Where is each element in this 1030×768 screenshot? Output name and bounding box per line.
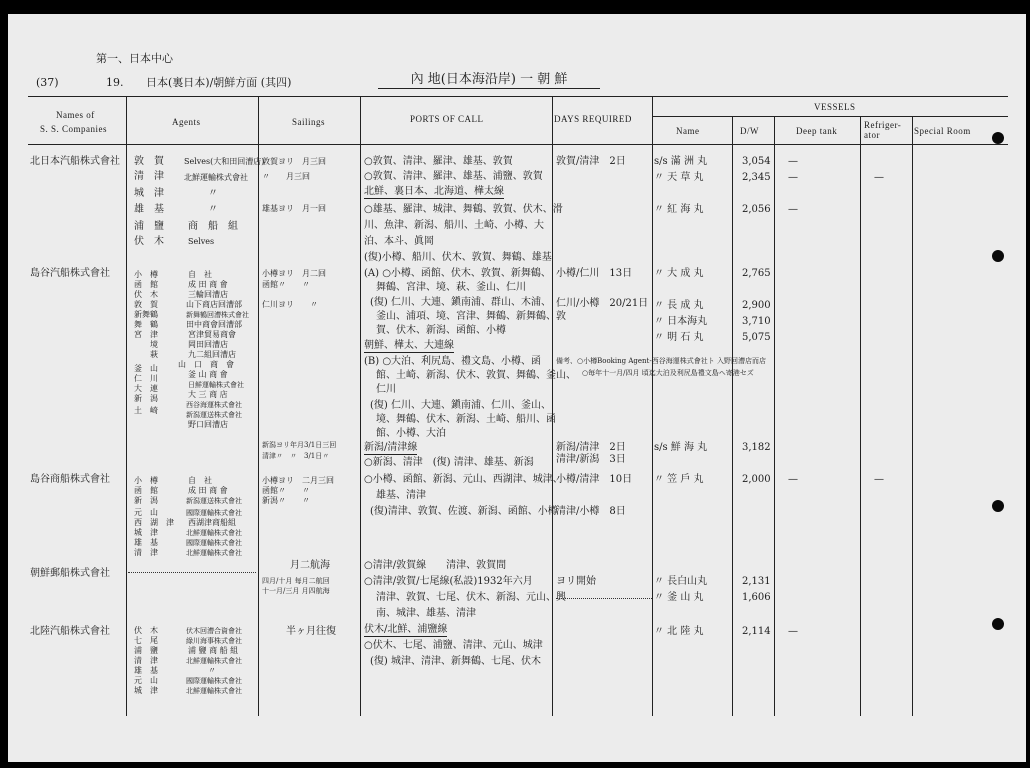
port-line: ○新潟、清津 (復) 清津、雄基、新潟 — [364, 457, 534, 468]
agent-name: 宮津貿易商會 — [188, 330, 236, 339]
agent-name: 成 田 商 會 — [188, 280, 228, 289]
port-line: 清津、敦賀、七尾、伏木、新潟、元山、興 — [376, 592, 566, 603]
route-title: 北鮮、裏日本、北海道、樺太線 — [364, 186, 504, 197]
vessel-name: 〃 紅 海 丸 — [654, 204, 704, 215]
agent-name: 國際運輸株式會社 — [186, 677, 242, 685]
vessel-tank: — — [788, 474, 798, 485]
company-name: 北陸汽船株式會社 — [30, 626, 110, 637]
vessel-name: 〃 日本海丸 — [654, 316, 708, 327]
vessel-tank: — — [788, 626, 798, 637]
col-divider — [258, 96, 259, 716]
vessel-name: s/s 滿 洲 丸 — [654, 156, 708, 167]
port-line: (復)小樽、船川、伏木、敦賀、舞鶴、雄基 — [364, 252, 552, 263]
vessel-dw: 2,900 — [742, 300, 771, 311]
col-days: DAYS REQUIRED — [554, 114, 632, 124]
vessel-tank: — — [788, 156, 798, 167]
vessel-dw: 2,000 — [742, 474, 771, 485]
col-deep-tank: Deep tank — [796, 126, 838, 136]
note: ○毎年十一月/四月 頃迄大泊及利尻島禮文島ヘ寄港セズ — [582, 369, 754, 377]
col-name: Name — [676, 126, 700, 136]
agent-name: 國際運輸株式會社 — [186, 539, 242, 547]
punch-hole — [992, 132, 1004, 144]
vessel-refrigerator: — — [874, 172, 884, 183]
days-required: 小樽/清津 10日 — [556, 474, 633, 485]
port-line: ○清津/敦賀/七尾線(私設)1932年六月 — [364, 576, 533, 587]
company-name: 北日本汽船株式會社 — [30, 156, 120, 167]
port-line: ○敦賀、清津、羅津、雄基、敦賀 — [364, 156, 513, 167]
agent-name: 北鮮運輸株式會社 — [186, 687, 242, 695]
port-line: (復) 仁川、大連、鎭南浦、仁川、釜山、 — [370, 400, 551, 411]
agent-port: 土 崎 — [134, 406, 158, 415]
sailing: 新潟ヨリ年月3/1日三回 — [262, 441, 337, 449]
agent-port: 新舞鶴 — [134, 310, 158, 319]
sailing: 雄基ヨリ 月一回 — [262, 204, 326, 213]
port-line: 館、小樽、大泊 — [376, 428, 446, 439]
agent-port: 浦 鹽 — [134, 221, 164, 232]
table-top-rule — [28, 96, 1008, 97]
vessel-name: 〃 長 成 丸 — [654, 300, 704, 311]
port-line: (B) ○大泊、利尻島、禮文島、小樽、函 — [364, 356, 542, 367]
sailing: 函館〃 〃 — [262, 280, 310, 289]
col-companies: S. S. Companies — [40, 124, 108, 134]
vessel-dw: 2,131 — [742, 576, 771, 587]
agent-name: 釜 山 商 會 — [188, 370, 228, 379]
agent-port: 西 湖 津 — [134, 518, 174, 527]
route-title: 新潟/清津線 — [364, 442, 418, 453]
agent-port: 釜 山 — [134, 364, 158, 373]
col-divider — [912, 116, 913, 716]
sailing: 函館〃 〃 — [262, 486, 310, 495]
col-special-room: Special Room — [914, 126, 971, 136]
agent-port: 雄 基 — [134, 666, 158, 675]
sailing: 四月/十月 每月二航回 — [262, 577, 330, 585]
agent-name: 成 田 商 會 — [188, 486, 228, 495]
agent-name: 西谷海運株式會社 — [186, 401, 242, 409]
col-names: Names of — [56, 110, 95, 120]
agent-name: 北鮮運輸株式會社 — [186, 529, 242, 537]
port-line: ○伏木、七尾、浦鹽、清津、元山、城津 — [364, 640, 543, 651]
region-title: 日本(裏日本)/朝鮮方面 (其四) — [146, 76, 292, 89]
agent-port: 函 館 — [134, 486, 158, 495]
port-line: (A) ○小樽、函館、伏木、敦賀、新舞鶴、 — [364, 268, 551, 279]
vessel-name: 〃 天 草 丸 — [654, 172, 704, 183]
vessel-dw: 2,056 — [742, 204, 771, 215]
port-line: 雄基、清津 — [376, 490, 426, 501]
port-line: 境、舞鶴、伏木、新潟、土崎、船川、函 — [376, 414, 556, 425]
agent-port: 清 津 — [134, 171, 164, 182]
days-required: 敦賀/清津 2日 — [556, 156, 626, 167]
agent-port: 城 津 — [134, 528, 158, 537]
port-line: 釜山、浦項、境、宮津、舞鶴、新舞鶴、敦 — [376, 311, 566, 322]
port-line: ○雄基、羅津、城津、舞鶴、敦賀、伏木、滑 — [364, 204, 563, 215]
port-line: ○小樽、函館、新潟、元山、西湖津、城津、 — [364, 474, 563, 485]
agent-port: 雄 基 — [134, 204, 164, 215]
agent-port: 小 樽 — [134, 270, 158, 279]
port-line: 南、城津、雄基、清津 — [376, 608, 476, 619]
days-required: ヨリ開始 — [556, 576, 596, 587]
agent-name: 北鮮運輸株式會社 — [186, 657, 242, 665]
agent-port: 大 連 — [134, 384, 158, 393]
port-line: (復) 仁川、大連、鎭南浦、群山、木浦、 — [370, 297, 551, 308]
section-title: 第一、日本中心 — [96, 52, 173, 65]
vessel-dw: 3,182 — [742, 442, 771, 453]
port-line: (復) 城津、清津、新舞鶴、七尾、伏木 — [370, 656, 541, 667]
agent-name: 北鮮運輸株式會社 — [184, 173, 248, 182]
vessel-tank: — — [788, 172, 798, 183]
port-line: 館、土崎、新潟、伏木、敦賀、舞鶴、釜山、 — [376, 370, 576, 381]
agent-port: 新 潟 — [134, 394, 158, 403]
agent-port: 宮 津 — [134, 330, 158, 339]
agent-port: 境 — [150, 340, 158, 349]
sailing: 月二航海 — [290, 560, 330, 571]
agent-name: 三輪回漕店 — [188, 290, 228, 299]
sailing: 仁川ヨリ 〃 — [262, 300, 318, 309]
sailing: 半ヶ月往復 — [286, 626, 336, 637]
agent-name: 〃 — [208, 666, 216, 675]
agent-port: 浦 鹽 — [134, 646, 158, 655]
agent-name: 日鮮運輸株式會社 — [188, 381, 244, 389]
vessel-name: s/s 鮮 海 丸 — [654, 442, 708, 453]
port-line: (復)清津、敦賀、佐渡、新潟、函館、小樽 — [370, 506, 558, 517]
company-name: 朝鮮郵船株式會社 — [30, 568, 110, 579]
vessel-dw: 3,054 — [742, 156, 771, 167]
col-agents: Agents — [172, 117, 201, 127]
col-divider — [860, 116, 861, 716]
agent-name: 田中商會回漕部 — [186, 320, 242, 329]
agent-port: 元 山 — [134, 676, 158, 685]
port-line: 仁川 — [376, 384, 396, 395]
sailing: 敦賀ヨリ 月三回 — [262, 157, 326, 166]
days-required: 仁川/小樽 20/21日 — [556, 298, 649, 309]
punch-hole — [992, 250, 1004, 262]
vessel-name: 〃 明 石 丸 — [654, 332, 704, 343]
agent-port: 城 津 — [134, 188, 164, 199]
company-name: 島谷商船株式會社 — [30, 474, 110, 485]
agent-name: 新潟運送株式會社 — [186, 497, 242, 505]
vessel-dw: 5,075 — [742, 332, 771, 343]
agent-name: Selves(大和田回漕店) — [184, 157, 265, 166]
sailing: 清津〃 〃 3/1日〃 — [262, 452, 330, 460]
port-line: 賀、伏木、新潟、函館、小樽 — [376, 325, 506, 336]
agent-port: 敦 賀 — [134, 156, 164, 167]
company-name: 島谷汽船株式會社 — [30, 268, 110, 279]
sailing: 〃 月三回 — [262, 172, 310, 181]
agent-port: 函 館 — [134, 280, 158, 289]
vessel-tank: — — [788, 204, 798, 215]
vessel-name: 〃 釜 山 丸 — [654, 592, 704, 603]
agent-name: Selves — [188, 237, 215, 246]
agent-name: 〃 — [208, 204, 218, 215]
agent-port: 雄 基 — [134, 538, 158, 547]
col-dw: D/W — [740, 126, 759, 136]
days-required: 新潟/清津 2日 — [556, 442, 626, 453]
agent-name: 浦 鹽 商 船 組 — [188, 646, 239, 655]
agent-name: 北鮮運輸株式會社 — [186, 549, 242, 557]
agent-port: 伏 木 — [134, 236, 164, 247]
agent-name: 岡田回漕店 — [188, 340, 228, 349]
port-line: 泊、本斗、眞岡 — [364, 236, 434, 247]
vessel-name: 〃 長白山丸 — [654, 576, 708, 587]
route-title: 朝鮮、樺太、大連線 — [364, 340, 454, 351]
dotted-leader — [556, 598, 652, 599]
agent-port: 新 潟 — [134, 496, 158, 505]
punch-hole — [992, 500, 1004, 512]
agent-name: 商 船 組 — [188, 221, 238, 232]
sub-number: 19. — [106, 76, 124, 89]
agent-port: 小 樽 — [134, 476, 158, 485]
punch-hole — [992, 618, 1004, 630]
agent-name: 伏木回漕合資會社 — [186, 627, 242, 635]
sailing: 新潟〃 〃 — [262, 496, 310, 505]
col-divider — [774, 116, 775, 716]
sailing: 十一月/三月 月四航海 — [262, 587, 330, 595]
agent-port: 伏 木 — [134, 626, 158, 635]
col-divider — [126, 96, 127, 716]
agent-port: 清 津 — [134, 548, 158, 557]
agent-port: 七 尾 — [134, 636, 158, 645]
agent-name: 自 社 — [188, 270, 212, 279]
agent-name: 新舞鶴回漕株式會社 — [186, 311, 249, 319]
header-bottom-rule — [28, 144, 1008, 145]
vessel-name: 〃 笠 戶 丸 — [654, 474, 704, 485]
note: 備考、○小樽Booking Agent-西谷海運株式會社ト 入野回漕店而店 — [556, 357, 766, 365]
col-divider — [652, 96, 653, 716]
vessel-refrigerator: — — [874, 474, 884, 485]
col-sailings: Sailings — [292, 117, 326, 127]
days-required: 小樽/仁川 13日 — [556, 268, 633, 279]
port-line: ○敦賀、清津、羅津、雄基、浦鹽、敦賀 — [364, 171, 543, 182]
vessel-dw: 2,345 — [742, 172, 771, 183]
agent-name: 自 社 — [188, 476, 212, 485]
agent-name: 西湖津商船組 — [188, 518, 236, 527]
col-divider — [732, 116, 733, 716]
vessel-dw: 2,114 — [742, 626, 771, 637]
vessels-sub-rule — [652, 116, 1008, 117]
agent-name: 大 三 商 店 — [188, 390, 228, 399]
agent-port: 仁 川 — [134, 374, 158, 383]
col-ports: PORTS OF CALL — [410, 114, 484, 124]
agent-name: 〃 — [208, 188, 218, 199]
col-vessels: VESSELS — [814, 102, 856, 112]
port-line: 舞鶴、宮津、境、萩、釜山、仁川 — [376, 282, 526, 293]
vessel-name: 〃 大 成 丸 — [654, 268, 704, 279]
agent-port: 元 山 — [134, 508, 158, 517]
agent-name: 新潟運送株式會社 — [186, 411, 242, 419]
agent-name: 野口回漕店 — [188, 420, 228, 429]
col-divider — [360, 96, 361, 716]
route-title: 伏木/北鮮、浦鹽線 — [364, 624, 448, 635]
agent-name: 國際運輸株式會社 — [186, 509, 242, 517]
vessel-dw: 2,765 — [742, 268, 771, 279]
port-line: 川、魚津、新潟、船川、土崎、小樽、大 — [364, 220, 544, 231]
days-required: 清津/新潟 3日 — [556, 454, 626, 465]
agent-name: 山下商店回漕部 — [186, 300, 242, 309]
dotted-leader — [128, 572, 256, 573]
agent-name: 九二組回漕店 — [188, 350, 236, 359]
days-required: 清津/小樽 8日 — [556, 506, 626, 517]
sailing: 小樽ヨリ 月二回 — [262, 269, 326, 278]
document-page — [8, 14, 1026, 762]
agent-port: 萩 — [150, 350, 158, 359]
page-number: (37) — [36, 76, 59, 89]
agent-port: 舞 鶴 — [134, 320, 158, 329]
main-title: 內 地(日本海沿岸) 一 朝 鮮 — [378, 72, 600, 89]
agent-port: 伏 木 — [134, 290, 158, 299]
vessel-dw: 1,606 — [742, 592, 771, 603]
vessel-name: 〃 北 陸 丸 — [654, 626, 704, 637]
agent-port: 敦 賀 — [134, 300, 158, 309]
sailing: 小樽ヨリ 二月三回 — [262, 476, 334, 485]
agent-port: 清 津 — [134, 656, 158, 665]
agent-name: 綠川海事株式會社 — [186, 637, 242, 645]
col-divider — [552, 96, 553, 716]
agent-port: 城 津 — [134, 686, 158, 695]
agent-name: 山 口 商 會 — [178, 360, 234, 369]
vessel-dw: 3,710 — [742, 316, 771, 327]
col-refrigerator: Refriger- ator — [864, 120, 902, 140]
port-line: ○清津/敦賀線 清津、敦賀間 — [364, 560, 507, 571]
